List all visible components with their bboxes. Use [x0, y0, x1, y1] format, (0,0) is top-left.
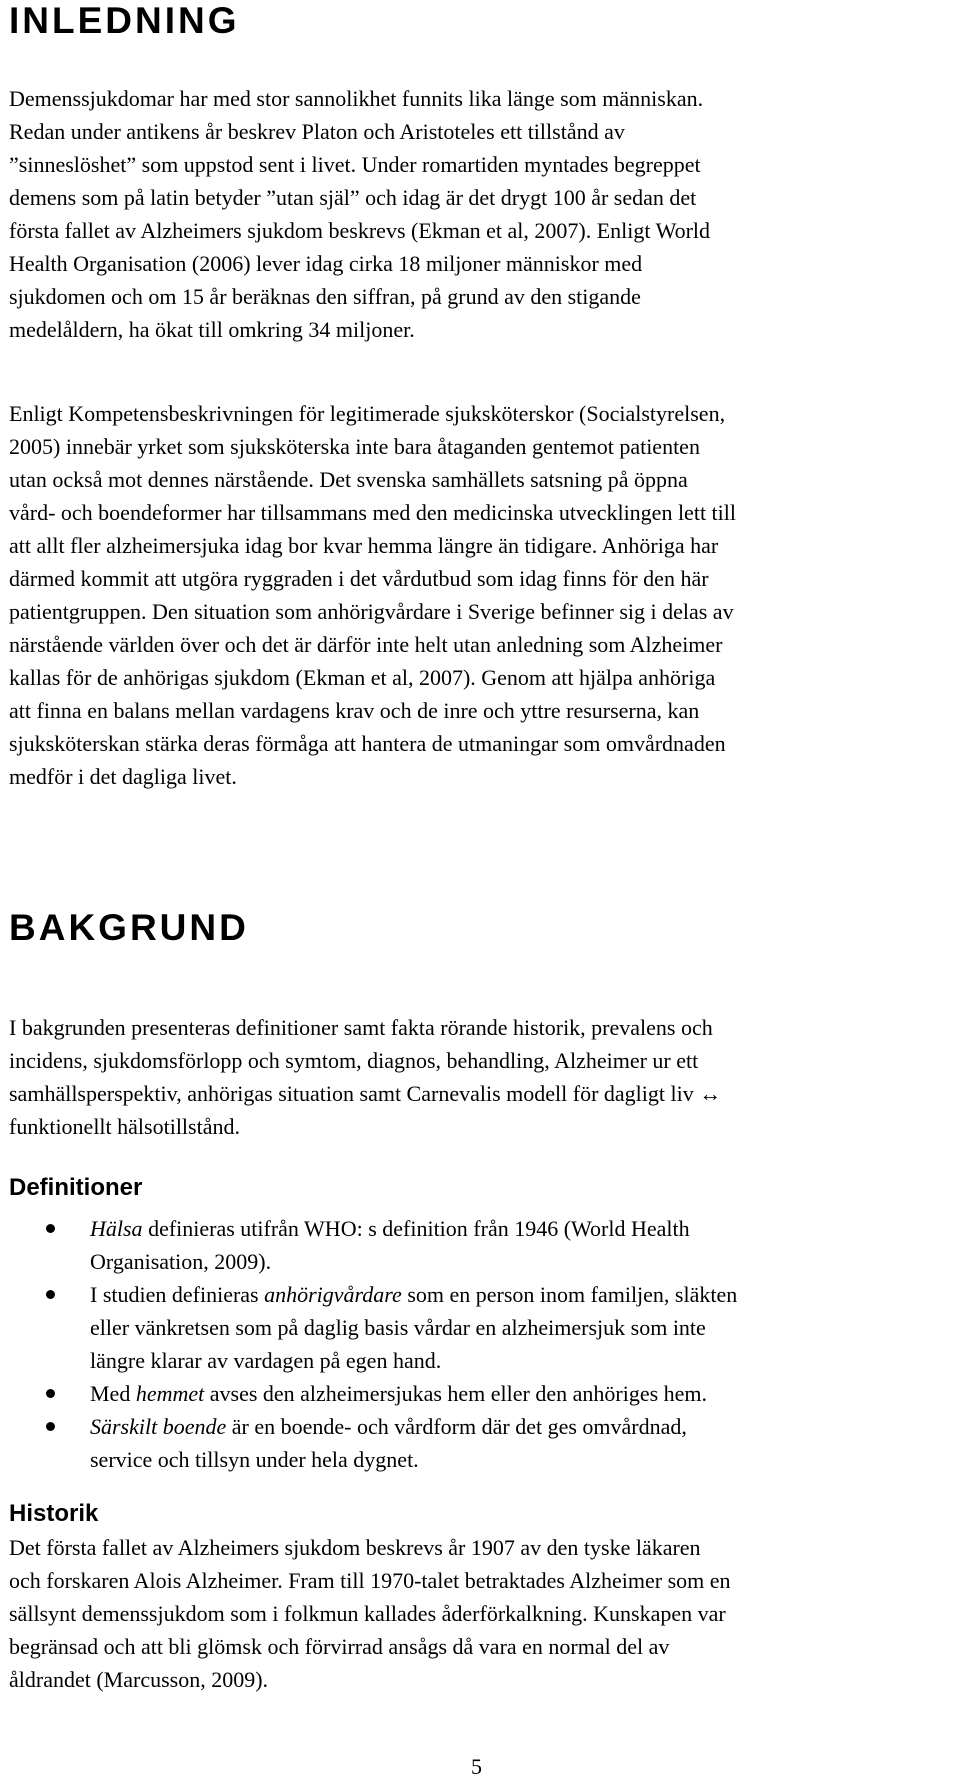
heading-definitioner: Definitioner: [9, 1174, 143, 1201]
text-line: [90, 1278, 960, 1311]
intro-paragraph-2: [9, 397, 954, 793]
definition-item: [0, 1212, 960, 1278]
text-line: service och tillsyn under hela dygnet.: [90, 1447, 419, 1472]
text-line: Health Organisation (2006) lever idag cirka 18 miljoner människor med: [9, 251, 643, 276]
text-line: [90, 1410, 960, 1443]
text-line: funktionellt hälsotillstånd.: [9, 1114, 240, 1139]
text-line: ”sinneslöshet” som uppstod sent i livet. Under romartiden myntades begreppet: [9, 152, 701, 177]
defined-term: Särskilt boende: [90, 1414, 227, 1439]
defined-term: anhörigvårdare: [264, 1282, 402, 1307]
text-line: och forskaren Alois Alzheimer. Fram till 1970-talet betraktades Alzheimer som en: [9, 1568, 731, 1593]
text-line: sjuksköterskan stärka deras förmåga att hantera de utmaningar som omvårdnaden: [9, 731, 726, 756]
heading-historik: Historik: [9, 1500, 99, 1527]
text-line: demens som på latin betyder ”utan själ” och idag är det drygt 100 år sedan det: [9, 185, 697, 210]
definition-item: [0, 1278, 960, 1377]
text-line: utan också mot dennes närstående. Det svenska samhällets satsning på öppna: [9, 467, 688, 492]
text-line: begränsad och att bli glömsk och förvirrad ansågs då vara en normal del av: [9, 1634, 670, 1659]
text-line: incidens, sjukdomsförlopp och symtom, diagnos, behandling, Alzheimer ur ett: [9, 1048, 699, 1073]
bullet-icon: [46, 1389, 55, 1398]
definition-text: som en person inom familjen, släkten: [401, 1282, 738, 1307]
text-line: eller vänkretsen som på daglig basis vårdar en alzheimersjuk som inte: [90, 1315, 706, 1340]
text-line: I bakgrunden presenteras definitioner samt fakta rörande historik, prevalens och: [9, 1015, 713, 1040]
definition-text: definieras utifrån WHO: s definition från 1946 (World Health: [142, 1216, 690, 1241]
text-line: patientgruppen. Den situation som anhörigvårdare i Sverige befinner sig i delas av: [9, 599, 734, 624]
heading-bakgrund: BAKGRUND: [9, 907, 249, 948]
text-line: åldrandet (Marcusson, 2009).: [9, 1667, 269, 1692]
text-line: [90, 1212, 960, 1245]
text-line: Redan under antikens år beskrev Platon och Aristoteles ett tillstånd av: [9, 119, 625, 144]
text-line: längre klarar av vardagen på egen hand.: [90, 1348, 442, 1373]
text-line: närstående världen över och det är därför inte helt utan anledning som Alzheimer: [9, 632, 723, 657]
defined-term: hemmet: [135, 1381, 205, 1406]
text-line: att finna en balans mellan vardagens krav och de inre och yttre resurserna, kan: [9, 698, 700, 723]
text-line: Demenssjukdomar har med stor sannolikhet funnits lika länge som människan.: [9, 86, 704, 111]
intro-paragraph-1: [9, 82, 954, 346]
text-line: sällsynt demenssjukdom som i folkmun kallades åderförkalkning. Kunskapen var: [9, 1601, 726, 1626]
definition-item: [0, 1410, 960, 1476]
text-line: Det första fallet av Alzheimers sjukdom beskrevs år 1907 av den tyske läkaren: [9, 1535, 701, 1560]
defined-term: Hälsa: [90, 1216, 143, 1241]
text-line: att allt fler alzheimersjuka idag bor kvar hemma längre än tidigare. Anhöriga har: [9, 533, 719, 558]
text-line: kallas för de anhörigas sjukdom (Ekman et al, 2007). Genom att hjälpa anhöriga: [9, 665, 716, 690]
history-paragraph: [9, 1531, 954, 1696]
bullet-icon: [46, 1224, 55, 1233]
text-line: första fallet av Alzheimers sjukdom beskrevs (Ekman et al, 2007). Enligt World: [9, 218, 711, 243]
text-line: därmed kommit att utgöra ryggraden i det vårdutbud som idag finns för den här: [9, 566, 709, 591]
definition-text: I studien definieras: [90, 1282, 265, 1307]
definition-item: [0, 1377, 960, 1410]
definitions-list: [0, 1212, 960, 1476]
text-line: Enligt Kompetensbeskrivningen för legitimerade sjuksköterskor (Socialstyrelsen,: [9, 401, 726, 426]
text-line: 2005) innebär yrket som sjuksköterska inte bara åtaganden gentemot patienten: [9, 434, 700, 459]
text-line: [90, 1377, 960, 1410]
text-line: medför i det dagliga livet.: [9, 764, 237, 789]
text-line: samhällsperspektiv, anhörigas situation samt Carnevalis modell för dagligt liv ↔: [9, 1081, 722, 1106]
bullet-icon: [46, 1422, 55, 1431]
definition-text: är en boende- och vårdform där det ges omvårdnad,: [226, 1414, 687, 1439]
page-number: 5: [471, 1754, 482, 1779]
text-line: Organisation, 2009).: [90, 1249, 272, 1274]
definition-text: Med: [90, 1381, 136, 1406]
background-paragraph: [9, 1011, 954, 1143]
text-line: sjukdomen och om 15 år beräknas den siffran, på grund av den stigande: [9, 284, 641, 309]
text-line: vård- och boendeformer har tillsammans med den medicinska utvecklingen lett till: [9, 500, 736, 525]
bullet-icon: [46, 1290, 55, 1299]
text-line: medelåldern, ha ökat till omkring 34 miljoner.: [9, 317, 415, 342]
heading-inledning: INLEDNING: [9, 0, 240, 41]
definition-text: avses den alzheimersjukas hem eller den anhöriges hem.: [204, 1381, 708, 1406]
